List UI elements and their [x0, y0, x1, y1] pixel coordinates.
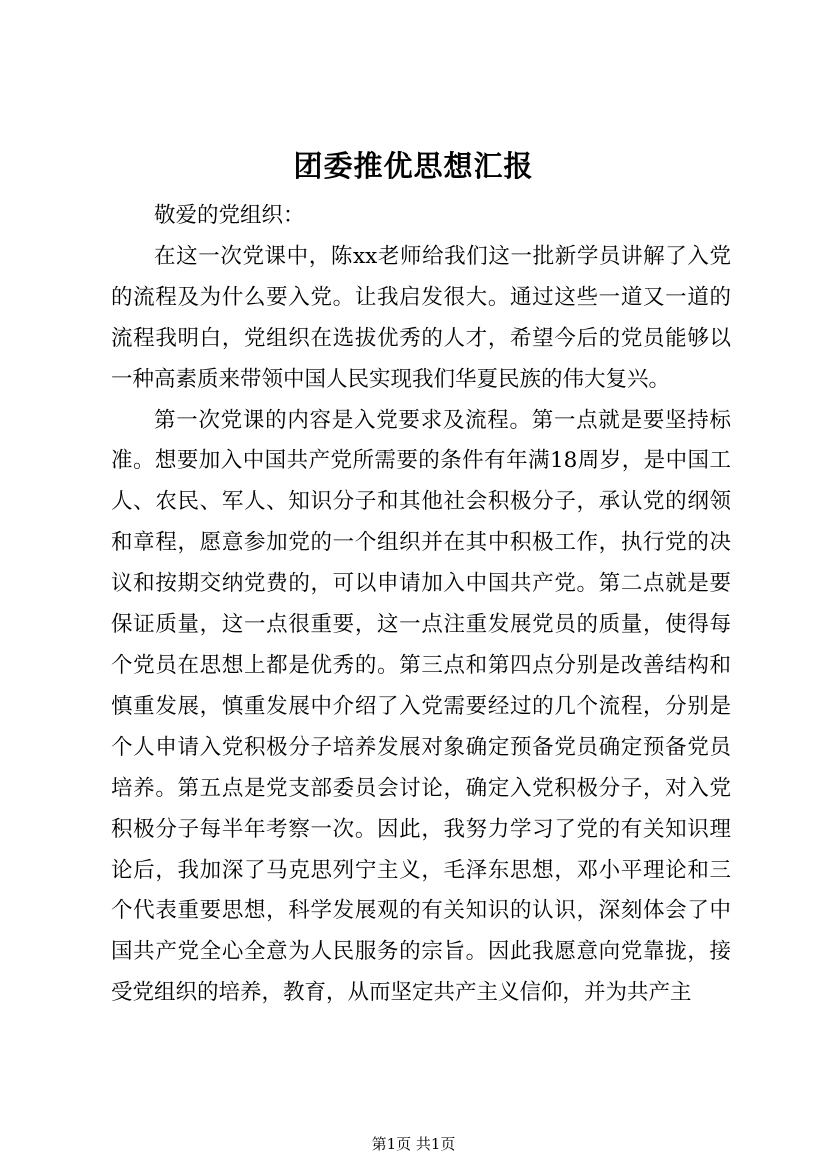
document-body: [111, 196, 731, 1014]
salutation: 敬爱的党组织：: [154, 203, 305, 228]
paragraph-1: 在这一次党课中，陈xx老师给我们这一批新学员讲解了入党的流程及为什么要入党。让我启发很大。通过这些一道又一道的流程我明白，党组织在选拔优秀的人才，希望今后的党员能够以一种高素质来带领中国人民实现我们华夏民族的伟大复兴。: [111, 243, 731, 392]
page-number-footer: 第1页 共1页: [371, 1135, 456, 1153]
paragraph-2: 第一次党课的内容是入党要求及流程。第一点就是要坚持标准。想要加入中国共产党所需要的条件有年满18周岁，是中国工人、农民、军人、知识分子和其他社会积极分子，承认党的纲领和章程，愿意参加党的一个组织并在其中积极工作，执行党的决议和按期交纳党费的，可以申请加入中国共产党。第二点就是要保证质量，这一点很重要，这一点注重发展党员的质量，使得每个党员在思想上都是优秀的。第三点和第四点分别是改善结构和慎重发展，慎重发展中介绍了入党需要经过的几个流程，分别是个人申请入党积极分子培养发展对象确定预备党员确定预备党员培养。第五点是党支部委员会讨论，确定入党积极分子，对入党积极分子每半年考察一次。因此，我努力学习了党的有关知识理论后，我加深了马克思列宁主义，毛泽东思想，邓小平理论和三个代表重要思想，科学发展观的有关知识的认识，深刻体会了中国共产党全心全意为人民服务的宗旨。因此我愿意向党靠拢，接受党组织的培养，教育，从而坚定共产主义信仰，并为共产主: [111, 407, 731, 1006]
document-title: 团委推优思想汇报: [293, 149, 534, 183]
